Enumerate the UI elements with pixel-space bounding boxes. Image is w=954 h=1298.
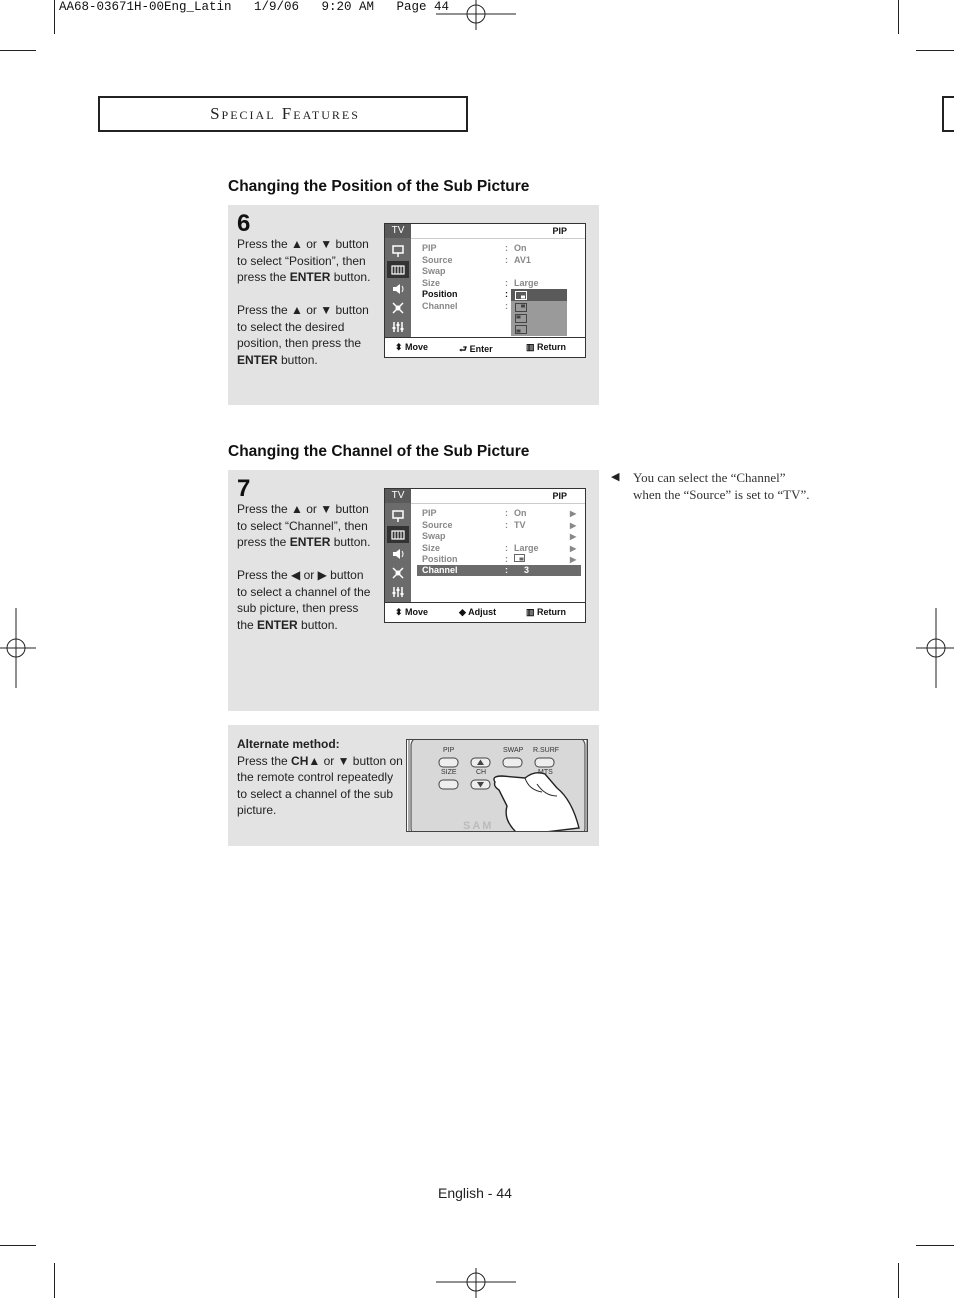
instruction-line: to select a channel of the sub — [237, 786, 394, 801]
osd-title: PIP — [552, 226, 567, 236]
page-tab-marker — [942, 96, 954, 132]
crop-mark — [0, 50, 36, 51]
instruction-line: Press the CH▲ or ▼ button on — [237, 753, 403, 768]
registration-mark — [916, 608, 954, 688]
step-number: 6 — [237, 210, 251, 237]
sound-icon — [387, 280, 409, 297]
pip-bottom-right-icon — [515, 291, 527, 300]
remote-brand-logo: SAM — [463, 820, 494, 832]
step-6-instructions — [237, 236, 377, 368]
osd-tv-label: TV — [385, 224, 411, 238]
step-7-instructions — [237, 501, 377, 633]
registration-mark — [0, 608, 36, 688]
setup-icon — [387, 318, 409, 335]
crop-mark — [898, 0, 899, 34]
instruction-line: Press the ▲ or ▼ button — [237, 502, 369, 516]
channel-icon — [387, 299, 409, 316]
note-line: You can select the “Channel” — [633, 470, 786, 485]
crop-mark — [54, 0, 55, 34]
pip-top-right-icon — [515, 303, 527, 312]
registration-mark — [436, 0, 516, 30]
return-hint: ▥ Return — [526, 342, 567, 352]
osd-tv-label: TV — [385, 489, 411, 503]
instruction-line: Press the ▲ or ▼ button — [237, 303, 369, 317]
crop-mark — [54, 1263, 55, 1298]
section-title: Special Features — [210, 104, 360, 123]
section-heading-position: Changing the Position of the Sub Picture — [228, 178, 530, 195]
printer-slug: AA68-03671H-00Eng_Latin 1/9/06 9:20 AM Page 44 — [59, 0, 450, 14]
remote-label-swap: SWAP — [503, 747, 524, 754]
note-line: when the “Source” is set to “TV”. — [633, 487, 810, 502]
move-hint: ⬍ Move — [395, 607, 429, 617]
instruction-line: ENTER button. — [237, 352, 318, 367]
note-arrow-icon: ◀ — [611, 471, 620, 483]
page-footer: English - 44 — [438, 1185, 512, 1201]
enter-hint: ⮐ Enter — [459, 344, 493, 354]
alternate-method-text — [237, 736, 407, 819]
pip-bottom-left-icon — [515, 325, 527, 334]
instruction-line: press the ENTER button. — [237, 270, 371, 284]
remote-label-mts: MTS — [538, 769, 553, 776]
instruction-line: to select “Position”, then — [237, 253, 366, 268]
remote-label-size: SIZE — [441, 769, 457, 776]
picture-icon — [387, 242, 409, 259]
section-heading-channel: Changing the Channel of the Sub Picture — [228, 443, 530, 460]
crop-mark — [898, 1263, 899, 1298]
tv-osd-pip-menu: TV PIP PIP : On Source : AV1 Swap Size : Large Position : Channel : ⬍ Move ⮐ Enter ▥ Return — [384, 223, 586, 358]
alternate-method-title: Alternate method: — [237, 737, 340, 751]
pip-icon — [387, 261, 409, 278]
return-hint: ▥ Return — [526, 607, 567, 617]
side-note — [633, 469, 853, 503]
crop-mark — [916, 50, 954, 51]
pip-icon — [387, 526, 409, 543]
instruction-line: position, then press the — [237, 336, 362, 350]
setup-icon — [387, 583, 409, 600]
sound-icon — [387, 545, 409, 562]
adjust-hint: ◆ Adjust — [459, 607, 497, 617]
instruction-line: picture. — [237, 803, 277, 817]
instruction-line: to select a channel of the — [237, 584, 371, 599]
remote-control-illustration — [406, 739, 588, 832]
instruction-line: the remote control repeatedly — [237, 770, 394, 784]
instruction-line: sub picture, then press — [237, 601, 359, 615]
instruction-line: the ENTER button. — [237, 617, 338, 632]
instruction-line: press the ENTER button. — [237, 535, 371, 549]
remote-label-rsurf: R.SURF — [533, 747, 560, 754]
pip-top-left-icon — [515, 314, 527, 323]
osd-footer — [385, 602, 585, 622]
step-number: 7 — [237, 475, 251, 502]
channel-icon — [387, 564, 409, 581]
remote-label-pip: PIP — [443, 747, 455, 754]
instruction-line: Press the ▲ or ▼ button — [237, 237, 369, 251]
pip-bottom-right-icon — [514, 554, 525, 562]
osd-title: PIP — [552, 491, 567, 501]
crop-mark — [916, 1245, 954, 1246]
crop-mark — [0, 1245, 36, 1246]
osd-footer — [385, 337, 585, 357]
picture-icon — [387, 507, 409, 524]
instruction-line: to select the desired — [237, 319, 345, 334]
tv-osd-pip-menu: TV PIP PIP : On ▶ Source : TV ▶ Swap ▶ Size : Large ▶ Position : ▶ Channel : 3 ⬍ Move ◆ Adjust ▥ Return — [384, 488, 586, 623]
remote-label-ch: CH — [476, 769, 487, 776]
instruction-line: to select “Channel”, then — [237, 518, 368, 533]
instruction-line: Press the ◀ or ▶ button — [237, 568, 364, 582]
registration-mark — [436, 1268, 516, 1298]
move-hint: ⬍ Move — [395, 342, 429, 352]
